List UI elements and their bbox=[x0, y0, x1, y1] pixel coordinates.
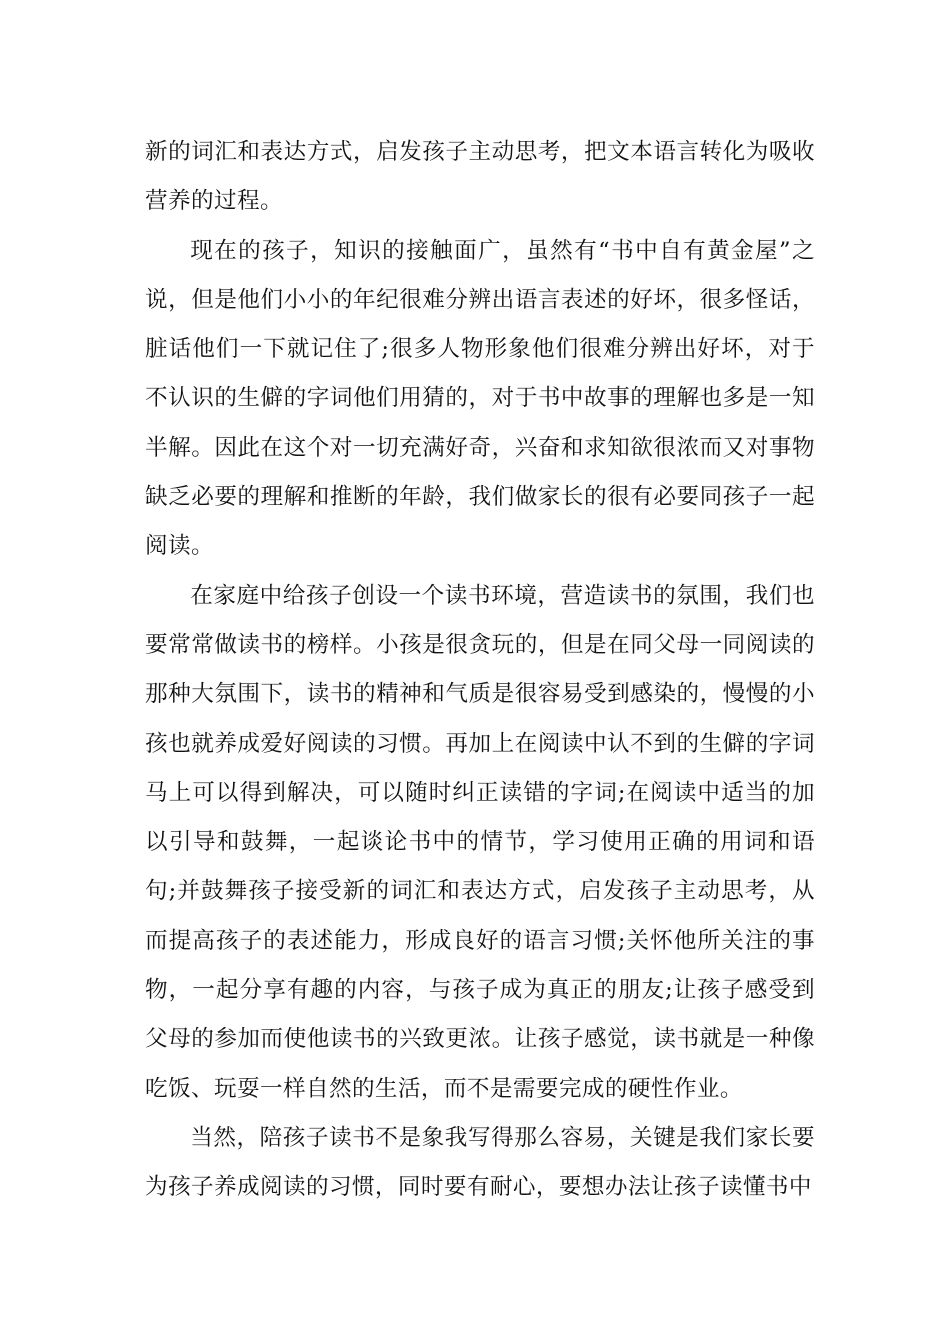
body-text bbox=[145, 128, 815, 1213]
paragraph-3: 在家庭中给孩子创设一个读书环境，营造读书的氛围，我们也要常常做读书的榜样。小孩是很贪玩的，但是在同父母一同阅读的那种大氛围下，读书的精神和气质是很容易受到感染的，慢慢的小孩也就养成爱好阅读的习惯。再加上在阅读中认不到的生僻的字词马上可以得到解决，可以随时纠正读错的字词;在阅读中适当的加以引导和鼓舞，一起谈论书中的情节，学习使用正确的用词和语句;并鼓舞孩子接受新的词汇和表达方式，启发孩子主动思考，从而提高孩子的表述能力，形成良好的语言习惯;关怀他所关注的事物，一起分享有趣的内容，与孩子成为真正的朋友;让孩子感受到父母的参加而使他读书的兴致更浓。让孩子感觉，读书就是一种像吃饭、玩耍一样自然的生活，而不是需要完成的硬性作业。 bbox=[145, 582, 815, 1102]
paragraph-4: 当然，陪孩子读书不是象我写得那么容易，关键是我们家长要为孩子养成阅读的习惯，同时要有耐心，要想办法让孩子读懂书中 bbox=[145, 1124, 815, 1201]
paragraph-1: 新的词汇和表达方式，启发孩子主动思考，把文本语言转化为吸收营养的过程。 bbox=[145, 139, 815, 215]
paragraph-2: 现在的孩子，知识的接触面广，虽然有“书中自有黄金屋”之说，但是他们小小的年纪很难分辨出语言表述的好坏，很多怪话，脏话他们一下就记住了;很多人物形象他们很难分辨出好坏，对于不认识的生僻的字词他们用猜的，对于书中故事的理解也多是一知半解。因此在这个对一切充满好奇，兴奋和求知欲很浓而又对事物缺乏必要的理解和推断的年龄，我们做家长的很有必要同孩子一起阅读。 bbox=[145, 237, 815, 560]
